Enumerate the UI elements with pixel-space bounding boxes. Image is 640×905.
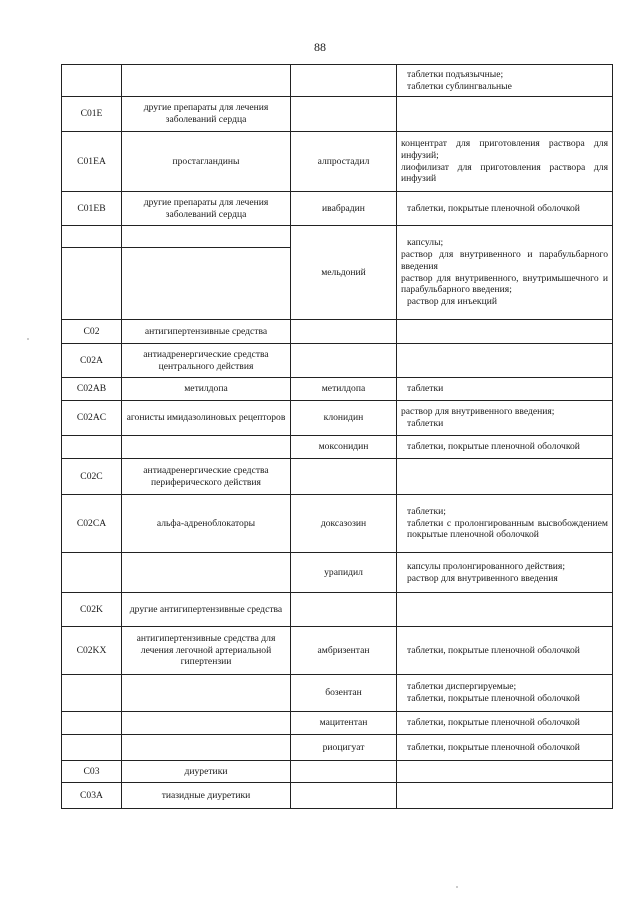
dosage-form-cell [397, 378, 613, 401]
table-row [62, 344, 613, 378]
table-row [62, 459, 613, 495]
dosage-form-line: таблетки с пролонгированным высвобождением покрытые пленочной оболочкой [407, 517, 608, 541]
dosage-form-cell [397, 132, 613, 192]
pharmacological-group-cell [122, 226, 291, 248]
pharmacological-group-cell [122, 436, 291, 459]
atc-code-cell: C02A [62, 344, 122, 378]
pharmacological-group-cell [122, 675, 291, 712]
dosage-form-line: капсулы; [407, 236, 444, 248]
atc-code-cell: C01EA [62, 132, 122, 192]
atc-code-cell: C02AC [62, 401, 122, 436]
atc-code-cell [62, 436, 122, 459]
table-row [62, 735, 613, 761]
dosage-form-cell [397, 97, 613, 132]
pharmacological-group-cell: антигипертензивные средства для лечения легочной артериальной гипертензии [122, 627, 291, 675]
dosage-form-cell [397, 735, 613, 761]
atc-code-cell [62, 553, 122, 593]
dosage-form-line: таблетки, покрытые пленочной оболочкой [407, 717, 580, 728]
inn-cell [291, 97, 397, 132]
atc-code-cell [62, 735, 122, 761]
pharmacological-group-cell: антиадренергические средства центрального действия [122, 344, 291, 378]
atc-code-cell: C02KX [62, 627, 122, 675]
dosage-form-cell [397, 627, 613, 675]
atc-code-cell: C02AB [62, 378, 122, 401]
atc-code-cell [62, 712, 122, 735]
table-row [62, 553, 613, 593]
dosage-form-cell [397, 459, 613, 495]
pharmacological-group-cell: другие препараты для лечения заболеваний сердца [122, 192, 291, 226]
table-row [62, 192, 613, 226]
inn-cell: риоцигуат [291, 735, 397, 761]
atc-code-cell: C01EB [62, 192, 122, 226]
dosage-form-line: таблетки диспергируемые; [407, 681, 517, 693]
table-row [62, 320, 613, 344]
dosage-form-line: таблетки [407, 418, 444, 429]
dosage-form-cell [397, 401, 613, 436]
table-row [62, 65, 613, 97]
dosage-form-cell [397, 495, 613, 553]
pharmacological-group-cell [122, 735, 291, 761]
atc-code-cell: C03 [62, 761, 122, 783]
scan-speck [456, 886, 458, 888]
pharmacological-group-cell: альфа-адреноблокаторы [122, 495, 291, 553]
atc-code-cell: C02 [62, 320, 122, 344]
dosage-form-cell [397, 344, 613, 378]
pharmacological-group-cell: простагландины [122, 132, 291, 192]
table-row [62, 97, 613, 132]
dosage-form-line: раствор для инъекций [407, 296, 497, 308]
inn-cell [291, 320, 397, 344]
atc-code-cell [62, 248, 122, 320]
dosage-form-cell [397, 226, 613, 320]
inn-cell: алпростадил [291, 132, 397, 192]
inn-cell: моксонидин [291, 436, 397, 459]
dosage-form-line: раствор для внутривенного введения; [401, 406, 555, 418]
inn-cell [291, 783, 397, 809]
atc-code-cell: C03A [62, 783, 122, 809]
pharmacological-group-cell [122, 553, 291, 593]
dosage-form-line: таблетки, покрытые пленочной оболочкой [407, 202, 580, 214]
inn-cell [291, 344, 397, 378]
table-row [62, 712, 613, 735]
dosage-form-cell [397, 783, 613, 809]
inn-cell: бозентан [291, 675, 397, 712]
table-row [62, 593, 613, 627]
dosage-form-cell [397, 436, 613, 459]
pharmacological-group-cell: тиазидные диуретики [122, 783, 291, 809]
inn-cell: клонидин [291, 401, 397, 436]
dosage-form-line: таблетки, покрытые пленочной оболочкой [407, 693, 580, 704]
inn-cell: метилдопа [291, 378, 397, 401]
pharmacological-group-cell: другие препараты для лечения заболеваний сердца [122, 97, 291, 132]
atc-code-cell: C02C [62, 459, 122, 495]
atc-code-cell: C02CA [62, 495, 122, 553]
dosage-form-line: раствор для внутривенного, внутримышечного и парабульбарного введения; [401, 272, 608, 296]
dosage-form-cell [397, 675, 613, 712]
dosage-form-line: лиофилизат для приготовления раствора для инфузий [401, 161, 608, 185]
inn-cell: мацитентан [291, 712, 397, 735]
inn-cell [291, 761, 397, 783]
pharmacological-group-cell [122, 712, 291, 735]
pharmacological-group-cell: диуретики [122, 761, 291, 783]
table-row [62, 401, 613, 436]
dosage-form-line: раствор для внутривенного и парабульбарного введения [401, 248, 608, 272]
pharmacological-group-cell [122, 248, 291, 320]
inn-cell: урапидил [291, 553, 397, 593]
table-row [62, 226, 613, 248]
table-row [62, 627, 613, 675]
table-row [62, 675, 613, 712]
pharmacological-group-cell: агонисты имидазолиновых рецепторов [122, 401, 291, 436]
pharmacological-group-cell [122, 65, 291, 97]
table-row [62, 495, 613, 553]
dosage-form-line: таблетки [407, 383, 444, 394]
table-row [62, 783, 613, 809]
atc-code-cell: C01E [62, 97, 122, 132]
scan-speck [27, 338, 29, 340]
inn-cell [291, 65, 397, 97]
atc-code-cell [62, 675, 122, 712]
dosage-form-cell [397, 712, 613, 735]
table-row [62, 761, 613, 783]
dosage-form-cell [397, 192, 613, 226]
page-number: 88 [314, 40, 326, 54]
dosage-form-line: таблетки, покрытые пленочной оболочкой [407, 644, 580, 656]
dosage-form-line: таблетки, покрытые пленочной оболочкой [407, 441, 580, 452]
dosage-form-line: концентрат для приготовления раствора для инфузий; [401, 137, 608, 161]
pharmacological-group-cell: метилдопа [122, 378, 291, 401]
atc-code-cell: C02K [62, 593, 122, 627]
pharmacological-group-cell: антиадренергические средства периферического действия [122, 459, 291, 495]
dosage-form-cell [397, 553, 613, 593]
table-row [62, 132, 613, 192]
table-row [62, 378, 613, 401]
dosage-form-cell [397, 320, 613, 344]
dosage-form-line: раствор для внутривенного введения [407, 572, 558, 584]
dosage-form-cell [397, 65, 613, 97]
dosage-form-cell [397, 761, 613, 783]
dosage-form-line: таблетки сублингвальные [407, 80, 512, 92]
table-row [62, 436, 613, 459]
atc-code-cell [62, 226, 122, 248]
inn-cell [291, 459, 397, 495]
dosage-form-line: таблетки, покрытые пленочной оболочкой [407, 741, 580, 753]
dosage-form-line: капсулы пролонгированного действия; [407, 560, 565, 572]
dosage-form-cell [397, 593, 613, 627]
inn-cell: ивабрадин [291, 192, 397, 226]
dosage-form-line: таблетки; [407, 505, 446, 517]
inn-cell [291, 593, 397, 627]
pharmacological-group-cell: антигипертензивные средства [122, 320, 291, 344]
pharmacological-group-cell: другие антигипертензивные средства [122, 593, 291, 627]
atc-drug-table [61, 64, 613, 809]
dosage-form-line: таблетки подъязычные; [407, 68, 504, 80]
inn-cell: доксазозин [291, 495, 397, 553]
inn-cell: мельдоний [291, 226, 397, 320]
atc-code-cell [62, 65, 122, 97]
inn-cell: амбризентан [291, 627, 397, 675]
